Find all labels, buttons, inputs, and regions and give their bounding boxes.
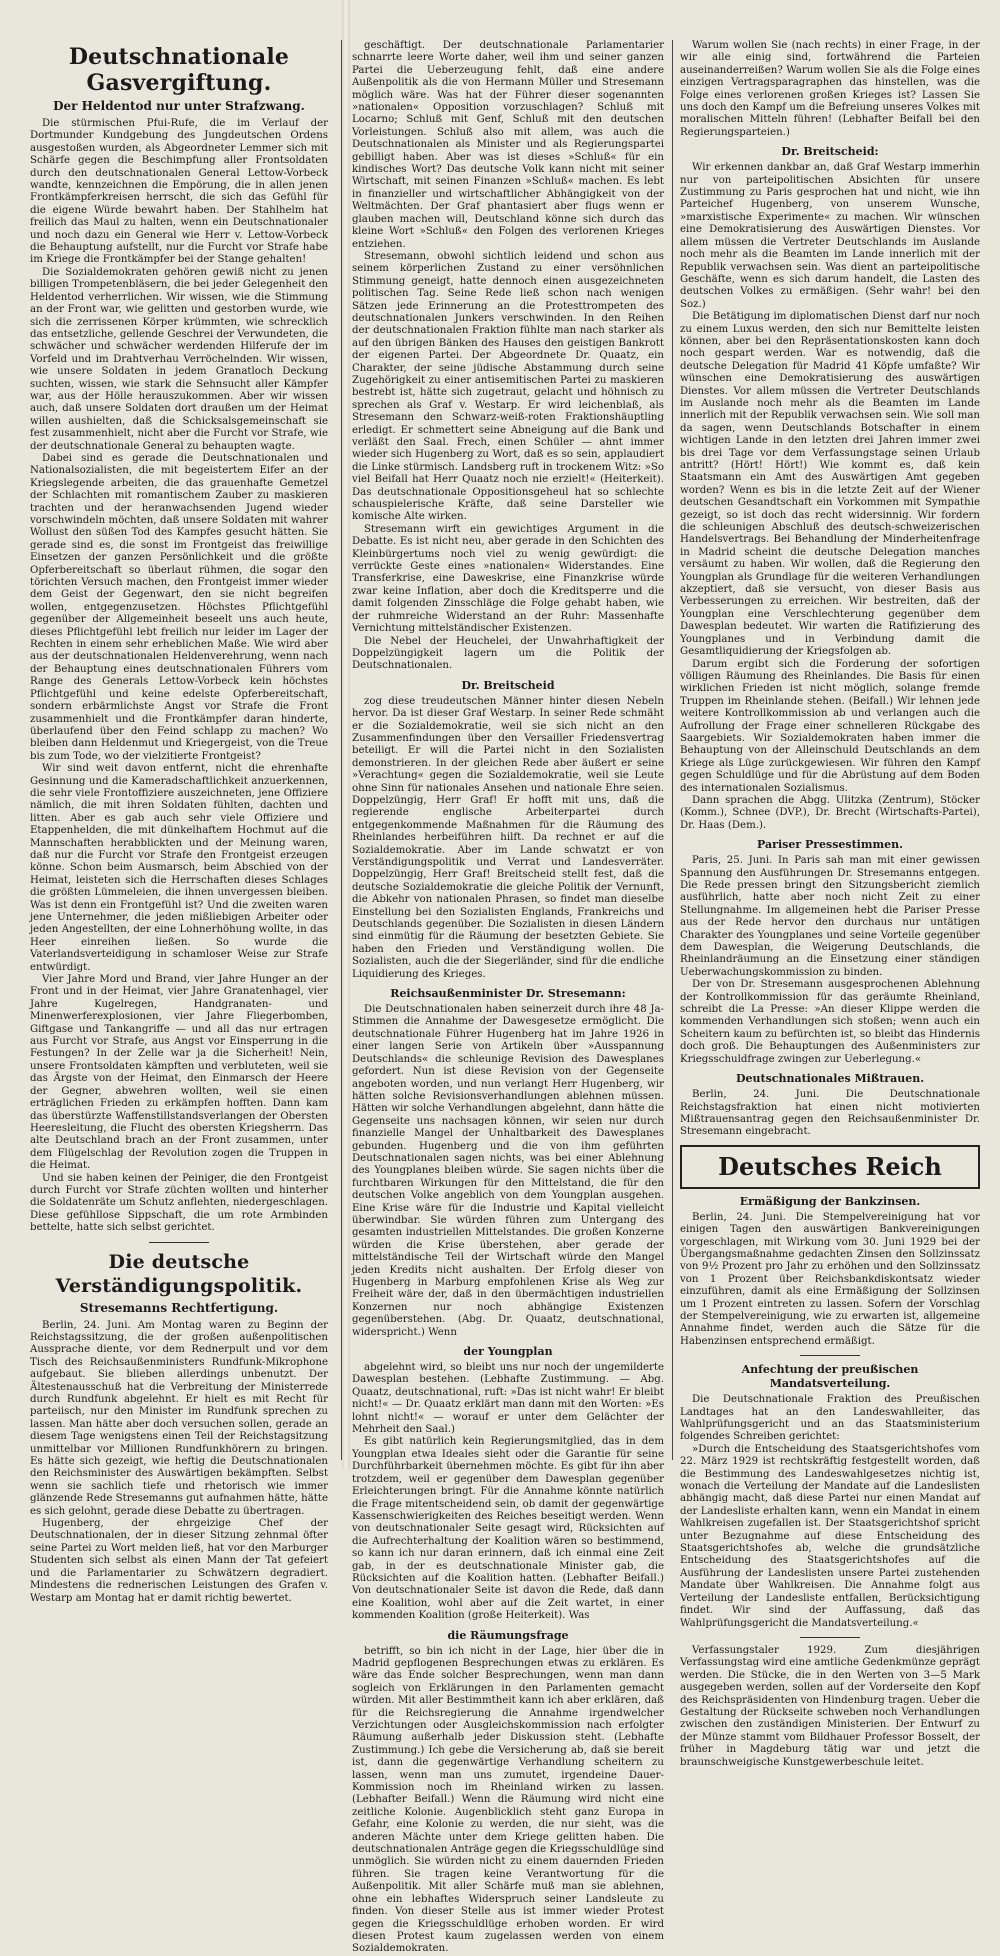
subheading-stresemann: Reichsaußenminister Dr. Stresemann: bbox=[390, 987, 626, 1001]
page-fold bbox=[342, 0, 350, 1469]
article-paragraph: betrifft, so bin ich nicht in der Lage, hier über die in Madrid gepflogenen Besprechungen etwas zu erklären. Es wäre das Ende solcher Besprechungen, wenn man dann sogleich von Erklärungen in den Parlamenten gemacht würden. Mit aller Bestimmtheit kann ich aber erklären, daß für die Reichsregierung die Annahme irgendwelcher Verzichtungen oder Ausgleichskommission nach erfolgter Räumung außerhalb jeder Diskussion steht. (Lebhafte Zustimmung.) Ich gebe die Versicherung ab, daß sie bereit ist, dann die gegenwärtige Verhandlung scheitern zu lassen, wenn man uns zumutet, irgendeine Dauer-Kommission noch im Rheinland wirken zu lassen. (Lebhafter Beifall.) Wenn die Räumung wird nicht eine zeitliche Kolonie. Augenblicklich steht ganz Europa in Gefahr, eine Kolonie zu werden, die nur sieht, was die anderen Mächte unter dem Kriege gelitten haben. Die deutschnationalen Anträge gegen die Kriegsschuldlüge sind unmöglich. Sie würden nicht zu einem dauernden Frieden führen. Sie tragen keine Verantwortung für die Außenpolitik. Mit aller Schärfe muß man sie ablehnen, ohne ein lebhaftes Widerspruch seiner Landsleute zu finden. Von dieser Stelle aus ist immer wieder Protest gegen die Kriegsschuldlüge erhoben worden. Er wird diesen Protest kaum zugelassen werden von einem Sozialdemokraten. bbox=[352, 1645, 664, 1955]
subheading-raeumungsfrage: die Räumungsfrage bbox=[447, 1628, 569, 1642]
subheading-bankzinsen: Ermäßigung der Bankzinsen. bbox=[739, 1194, 921, 1208]
article-paragraph: Die Betätigung im diplomatischen Dienst darf nur noch zu einem Luxus werden, den sich nur Bemittelte leisten können, aber bei den Repräsentationskosten kann doch noch gespart werden. War es notwendig, daß die deutsche Delegation für Madrid 41 Köpfe umfaßte? Wir wünschen eine Demokratisierung des auswärtigen Dienstes. Vor allem müssen die Vertreter Deutschlands im Auslande noch mehr als die Beamten im Lande innerlich mit der Republik verwachsen sein. Wie soll man da sagen, wenn Deutschlands Botschafter in einem wichtigen Lande in den letzten drei Jahren immer zwei bis drei Tage vor dem Verfassungstage seinen Urlaub antritt? (Hört! Hört!) Wie kommt es, daß kein Staatsmann ein Amt des Auswärtigen Amt gegeben worden? Wenn es bis in die letzte Zeit auf der Wiener deutschen Gesandtschaft ein Vorkommen mit Sympathie gezeigt, so ist doch das recht widersinnig. Wir fordern die schleunigen Abschluß des deutsch-schweizerischen Handelsvertrags. Bei Behandlung der Minderheitenfrage in Madrid scheint die deutsche Delegation manches versäumt zu haben. Wir wollen, daß die Regierung den Youngplan als Grundlage für die weiteren Verhandlungen akzeptiert, daß sie versucht, von dieser Basis aus Verbesserungen zu erreichen. Wir bestreiten, daß der Youngplan eine Verschlechterung gegenüber dem Dawesplan bedeutet. Wir warten die Ratifizierung des Youngplanes und in Verbindung damit die Gesamtliquidierung der Kriegsfolgen ab. bbox=[680, 311, 980, 658]
article-paragraph: Wir sind weit davon entfernt, nicht die ehrenhafte Gesinnung und die Kameradschaftlichkeit anzuerkennen, die sehr viele Frontoffiziere auszeichneten, jene Offiziere nämlich, die mit ihren Soldaten fühlten, dachten und litten. Aber es gab auch sehr viele Offiziere und Etappenhelden, die mit dünkelhaftem Hochmut auf die Mannschaften herabblickten und der Meinung waren, daß nur die Furcht vor Strafe den Frontgeist erzeugen könne. Schon beim Ausmarsch, beim Abschied von der Heimat, leisteten sich die Herrschaften dieses Schlages die größten Lümmeleien, die ihnen unvergessen bleiben. Was ist denn ein Frontgefühl ist? Und die zweiten waren jene Unternehmer, die jeden mißliebigen Arbeiter oder jeden Angestellten, der eine Lohnerhöhung wollte, in das Heer einreihen ließen. So wurde die Vaterlandsverteidigung in schamloser Weise zur Strafe entwürdigt. bbox=[30, 763, 328, 973]
article-paragraph: Stresemann, obwohl sichtlich leidend und schon aus seinem körperlichen Zustand zu einer versöhnlichen Stimmung geneigt, hatte dennoch einen ausgezeichneten politischen Tag. Seine Rede ließ schon nach wenigen Sätzen jede Erinnerung an die Protesttrompeten des deutschnationalen Junkers verschwinden. In den Reihen der deutschnationalen Fraktion fühlte man nach starker als auf den übrigen Bänken des Hauses den geistigen Bankrott der eigenen Partei. Der Abgeordnete Dr. Quaatz, ein Charakter, der seine jüdische Abstammung durch seine Zugehörigkeit zu einer antisemitischen Partei zu maskieren bestrebt ist, hätte sich zugetraut, gelacht und höhnisch zu sprechen als Graf v. Westarp. Er wird leichenblaß, als Stresemann den Schwarz-weiß-roten Fraktionshäuptling erledigt. Er schmettert seine Abneigung auf die Bank und verläßt den Saal. Frech, einen Schüler — ahnt immer wieder sich Hugenberg zu Wort, daß es so sein, applaudiert die Linke stürmisch. Landsberg ruft in trockenem Witz: »So viel Beifall hat Herr Quaatz noch nie erzielt!« (Heiterkeit). Das deutschnationale Oppositionsgeheul hat so schlechte schauspielerische Kräfte, daß seine Darsteller wie komische Alte wirken. bbox=[352, 250, 664, 523]
article-paragraph: Dann sprachen die Abgg. Ulitzka (Zentrum), Stöcker (Komm.), Schnee (DVP.), Dr. Brecht (Wirtschafts-Partei), Dr. Haas (Dem.). bbox=[680, 794, 980, 831]
article-paragraph: Berlin, 24. Juni. Die Deutschnationale Reichstagsfraktion hat einen nicht motivierten Mißtrauensantrag gegen den Reichsaußenminister Dr. Stresemann eingebracht. bbox=[680, 1089, 980, 1138]
article-paragraph: »Durch die Entscheidung des Staatsgerichtshofes vom 22. März 1929 ist rechtskräftig festgestellt worden, daß die Bestimmung des Landeswahlgesetzes nichtig ist, wonach die Verteilung der Mandate auf die Landeslisten abhängig macht, daß diese Partei nur einen Mandat auf der Landesliste erhalten kann, wenn ein Mandat in einem Wahlkreisen zugefallen ist. Der Staatsgerichtshof spricht unter Bezugnahme auf diese Entscheidung des Staatsgerichtshofes ab, welche die grundsätzliche Entscheidung des Staatsgerichtshofes auf die Ausführung der Landeslisten unsere Partei zustehenden Mandate über Wahlkreisen. Die Annahme folgt aus Verteilung der Landesliste entfallen, Berücksichtigung findet. Wir sind der Auffassung, daß das Wahlprüfungsgericht die Mandatsverteilung.« bbox=[680, 1443, 980, 1629]
subheading-mandatsverteilung: Anfechtung der preußischen Mandatsverteilung. bbox=[741, 1363, 919, 1391]
article-paragraph: Verfassungstaler 1929. Zum diesjährigen Verfassungstag wird eine amtliche Gedenkmünze geprägt werden. Die Stücke, die in den Werten von 3—5 Mark ausgegeben werden, sollen auf der Vorderseite den Kopf des Reichspräsidenten von Hindenburg tragen. Ueber die Gestaltung der Rückseite schweben noch Verhandlungen zwischen den zuständigen Ministerien. Der Entwurf zu der Münze stammt vom Bildhauer Professor Bosselt, der früher in Magdeburg tätig war und jetzt die braunschweigische Kunstgewerbeschule leitet. bbox=[680, 1644, 980, 1768]
article-paragraph: Die Deutschnationale Fraktion des Preußischen Landtages hat an den Landeswahlleiter, das Wahlprüfungsgericht und an das Staatsministerium folgendes Schreiben gerichtet: bbox=[680, 1394, 980, 1443]
separator bbox=[149, 1242, 209, 1243]
headline-verstaendigungspolitik: Die deutsche Verständigungspolitik. bbox=[55, 1250, 303, 1297]
subheading-misstrauen: Deutschnationales Mißtrauen. bbox=[735, 1072, 925, 1086]
separator bbox=[800, 1637, 860, 1638]
article-paragraph: Es gibt natürlich kein Regierungsmitglied, das in dem Youngplan etwa Ideales sieht oder die Garantie für seine Durchführbarkeit übernehmen möchte. Es gibt für ihn aber trotzdem, weil er gegenüber dem Dawesplan gegenüber Erleichterungen bringt. Für die Annahme könnte natürlich die Frage mitentscheidend sein, ob damit der gegenwärtige Kassenschwierigkeiten des Reiches beseitigt werden. Wenn von deutschnationaler Seite gesagt wird, Rücksichten auf die Aufrechterhaltung der Koalition wären so bestimmend, so kann ich nur daran erinnern, daß ich einmal eine Zeit gab, in der es deutschnationale Minister gab, die Rücksichten auf die Koalition hatten. (Lebhafter Beifall.) Von deutschnationaler Seite ist davon die Rede, daß dann eine Koalition, wohl aber auf die Zeit wartet, in einer kommenden Koalition (große Heiterkeit). Was bbox=[352, 1436, 664, 1622]
column-rule-left bbox=[341, 40, 342, 1460]
article-paragraph: geschäftigt. Der deutschnationale Parlamentarier schnarrte leere Worte daher, weil ihm und seiner ganzen Partei die Ueberzeugung fehlt, daß eine andere Außenpolitik als die von Hermann Müller und Stresemann möglich wäre. Was hat der Führer dieser sogenannten »nationalen« Opposition vorzuschlagen? Schluß mit Locarno; Schluß mit Genf, Schluß mit den deutschen Vorleistungen. Schluß also mit allem, was auch die Deutschnationalen als Minister und als Regierungspartei gebilligt haben. Aber was ist dieses »Schluß« für ein kindisches Wort? Das deutsche Volk kann nicht mit seiner Wirtschaft, mit seinen Finanzen »Schluß« machen. Es lebt in finanzieller und wirtschaftlicher Abhängigkeit von der Weltmächten. Der Graf phantasiert aber flugs wenn er glauben machen will, Deutschland könne sich durch das kleine Wort »Schluß« den Folgen des verlorenen Krieges entziehen. bbox=[352, 40, 664, 250]
article-paragraph: Berlin, 24. Juni. Am Montag waren zu Beginn der Reichstagssitzung, die der großen außenpolitischen Aussprache diente, vor dem Rednerpult und vor dem Tisch des Reichsaußenministers Rundfunk-Mikrophone aufgebaut. Sie blieben allerdings unbenutzt. Der Ältestenausschuß hat die Verbreitung der Ministerrede durch Rundfunk abgelehnt. Er hielt es mit Recht für parteiisch, nur den Minister im Rundfunk sprechen zu lassen. Man hätte aber doch versuchen sollen, gerade an diesem Tage wenigstens einen Teil der Reichstagsitzung unmittelbar vor Millionen Rundfunkhörern zu bringen. Es hätte sich gezeigt, wie heftig die Deutschnationalen den Reichsminister des Auswärtigen bekämpften. Selbst wenn sie sachlich tiefe und rhetorisch wie immer glänzende Rede Stresemanns gut aufnahmen hätte, hätte es sich gelohnt, gerade diese Debatte zu übertragen. bbox=[30, 1319, 328, 1517]
article-paragraph: Wir erkennen dankbar an, daß Graf Westarp immerhin nur von parteipolitischen Absichten für unsere Zustimmung zu Paris gesprochen hat und nicht, wie ihn Parteichef Hugenberg, von unserem Wunsche, »marxistische Experimente« zu machen. Wir wünschen eine Demokratisierung des Auswärtigen Dienstes. Vor allem müssen die Vertreter Deutschlands im Auslande noch mehr als die Beamten im Lande innerlich mit der Republik verwachsen sein. Was dient an parteipolitische Geschäfte, wenn es sich darum handelt, die Lasten des deutschen Volkes zu ermäßigen. (Sehr wahr! bei den Soz.) bbox=[680, 162, 980, 310]
article-paragraph: abgelehnt wird, so bleibt uns nur noch der ungemilderte Dawesplan bestehen. (Lebhafte Zustimmung. — Abg. Quaatz, deutschnational, ruft: »Das ist nicht wahr! Er bleibt nicht!« — Dr. Quaatz erklärt man dann mit den Worten: »Es lohnt nicht!« — worauf er unter dem Gelächter der Mehrheit den Saal.) bbox=[352, 1362, 664, 1436]
article-paragraph: Die stürmischen Pfui-Rufe, die im Verlauf der Dortmunder Kundgebung des Jungdeutschen Ordens ausgestoßen wurden, als Abgeordneter Lemmer sich mit Schärfe gegen die Beschimpfung aller Frontsoldaten durch den deutschnationalen General Lettow-Vorbeck wandte, kennzeichnen die Empörung, die in allen jenen Frontkämpferkreisen herrscht, die sich das Gefühl für die eigene Würde bewahrt haben. Der Stahlhelm hat freilich das Maul zu halten, wenn ein Deutschnationaler und noch dazu ein General wie Herr v. Lettow-Vorbeck die Behauptung aufstellt, nur die Furcht vor Strafe habe im Kriege die Frontkämpfer bei der Stange gehalten! bbox=[30, 118, 328, 266]
headline-gasvergiftung: Deutschnationale Gasvergiftung. bbox=[68, 44, 290, 96]
article-paragraph: Und sie haben keinen der Peiniger, die den Frontgeist durch Furcht vor Strafe züchten wollten und hinterher die Soldatenräte um Schutz anflehten, niedergeschlagen. Diese gefühllose Sippschaft, die um rote Armbinden bettelte, hatte sich selbst gerichtet. bbox=[30, 1172, 328, 1234]
column-rule-right bbox=[672, 40, 673, 1460]
article-paragraph: Hugenberg, der ehrgeizige Chef der Deutschnationalen, der in dieser Sitzung zehnmal öfter seine Partei zu Wort melden ließ, hat vor den Marburger Studenten sich selbst als einen Mann der Tat gefeiert und die Parlamentarier zu Schwätzern degradiert. Mindestens die rednerischen Leistungen des Grafen v. Westarp am Montag hat er damit richtig bewertet. bbox=[30, 1518, 328, 1604]
subheading-youngplan: der Youngplan bbox=[463, 1345, 553, 1359]
column-right bbox=[680, 40, 980, 1768]
article-paragraph: Die Deutschnationalen haben seinerzeit durch ihre 48 Ja-Stimmen die Annahme der Dawesgesetze ermöglicht. Die deutschnationale Führer Hugenberg hat im Jahre 1926 in einer langen Serie von Artikeln über »Ausspannung Deutschlands« die schleunige Revision des Dawesplanes gefordert. Nun ist diese Revision von der Gegenseite angeboten worden, und nun verlangt Herr Hugenberg, wir hätten solche Revisionsverhandlungen ablehnen müssen. Hätten wir solche Verhandlungen abgelehnt, dann hätte die Gegenseite uns nachsagen können, wir seien nur durch finanzielle Mangel der Unhaltbarkeit des Dawesplanes gebunden. Hugenberg und die von ihm geführten Deutschnationalen sagen nichts, was bei einer Ablehnung des Youngplanes bleiben würde. Sie sagen nichts über die furchtbaren Wirkungen für den Mittelstand, die für den deutschen Volke angeblich von dem Youngplan ausgehen. Eine Krise wäre für die Industrie und Kapital vielleicht überwindbar. Sie würden führen zum Untergang des gesamten industriellen Mittelstandes. Die großen Konzerne würden die Krise überstehen, aber gerade der mittelständische Teil der Wirtschaft würde den Mangel jeden Kredits nicht aushalten. Der Erfolg dieser von Hugenberg in Marburg empfohlenen Krise als Weg zur Freiheit wäre der, daß in den übermächtigen industriellen Konzernen nur noch abhängige Existenzen gegenüberstehen. (Abg. Dr. Quaatz, deutschnational, widerspricht.) Wenn bbox=[352, 1004, 664, 1338]
article-paragraph: Die Nebel der Heuchelei, der Unwahrhaftigkeit der Doppelzüngigkeit lagern um die Politik der Deutschnationalen. bbox=[352, 635, 664, 672]
column-left bbox=[30, 40, 328, 1604]
subheading-breitscheid: Dr. Breitscheid bbox=[461, 678, 555, 692]
article-paragraph: Darum ergibt sich die Forderung der sofortigen völligen Räumung des Rheinlandes. Die Basis für einen wirklichen Frieden ist nicht möglich, solange fremde Truppen im Rheinlande stehen. (Beifall.) Wir lehnen jede weitere Kontrollkommission ab und verlangen auch die Aufrollung der Frage einer schnelleren Rückgabe des Saargebiets. Wir Sozialdemokraten haben immer die Behauptung von der Alleinschuld Deutschlands an dem Kriege als Lüge zurückgewiesen. Wir führen den Kampf gegen Schuldlüge und für die Abrüstung auf dem Boden des internationalen Sozialismus. bbox=[680, 658, 980, 794]
subheading-pariser-presse: Pariser Pressestimmen. bbox=[757, 838, 903, 852]
article-paragraph: Vier Jahre Mord und Brand, vier Jahre Hunger an der Front und in der Heimat, vier Jahre Granatenhagel, vier Jahre Kugelregen, Handgranaten- und Minenwerferexplosionen, vier Jahre Fliegerbomben, Giftgase und Tankangriffe — und all das nur ertragen aus Furcht vor Strafe, aus Angst vor Einsperrung in die Festungen? In der Zelle war ja die Sicherheit! Nein, unsere Frontsoldaten kämpften und verbluteten, weil sie das Ärgste von der Heimat, den Einmarsch der Heere der Gegner, abwehren wollten, weil sie einen erträglichen Frieden zu erkämpfen hofften. Dann kam das überstürzte Waffenstillstandsverlangen der Obersten Heeresleitung, die Flucht des obersten Kriegsherrn. Das alte Deutschland brach an der Front zusammen, unter dem Flügelschlag der Revolution zogen die Truppen in die Heimat. bbox=[30, 974, 328, 1172]
article-paragraph: zog diese treudeutschen Männer hinter diesen Nebeln hervor. Da ist dieser Graf Westarp. In seiner Rede schmäht er die Sozialdemokratie, weil sie sich nicht an den Zusammenfindungen über den Versailler Friedensvertrag beteiligt. Er will die Partei nicht in den Sozialisten demonstrieren. In der gleichen Rede aber äußert er seine »Verachtung« gegen die Sozialdemokratie, weil sie Leute ohne Sinn für nationales Ansehen und nationale Ehre seien. Doppelzüngig, Herr Graf! Er hofft mit uns, daß die regierende englische Arbeiterpartei durch entgegenkommende Maßnahmen für die Räumung des Rheinlandes herbeiführen hilft. Da rechnet er auf die Sozialdemokratie. Aber im Lande schwatzt er von Verständigungspolitik und Verrat und Landesverräter. Doppelzüngig, Herr Graf! Breitscheid stellt fest, daß die deutsche Sozialdemokratie die gleiche Politik der Vernunft, die Abkehr von nationalen Phrasen, so findet man dieselbe Einstellung bei den Sozialisten Englands, Frankreichs und Deutschlands gegenüber. Die Sozialisten in diesen Ländern sind einmütig für die Räumung der besetzten Gebiete. Sie haben den Frieden und Verständigung wollen. Die Sozialisten, auch die der Siegerländer, sind für die endliche Liquidierung des Krieges. bbox=[352, 695, 664, 980]
article-paragraph: Dabei sind es gerade die Deutschnationalen und Nationalsozialisten, die mit begeistertem Eifer an der Kriegslegende arbeiten, die das grauenhafte Gemetzel der Schlachten mit romantischem Zauber zu maskieren trachten und der heranwachsenden Jugend wieder vorschwindeln möchten, daß unsere Soldaten mit wahrer Wollust den süßen Tod des Kampfes gesucht hätten. Sie gerade sind es, die sonst im Frontgeist das freiwillige Einsetzen der ganzen Persönlichkeit und die größte Opferbereitschaft so überlaut rühmen, die sogar den törichten Versuch machen, den Frontgeist immer wieder dem Geist der Gegenwart, den sie nicht begreifen wollen, entgegenzusetzen. Höchstes Pflichtgefühl gegenüber der Allgemeinheit beseelt uns auch heute, dieses Pflichtgefühl lebt freilich nur leider im Lager der Rechten in einem sehr erheblichen Maße. Wie wird aber aus der deutschnationalen Heldenverehrung, wenn nach der Behauptung eines deutschnationalen Führers vom Range des Generals Lettow-Vorbeck kein höchstes Pflichtgefühl und keine edelste Opferbereitschaft, sondern erbärmlichste Angst vor Strafe die Front zusammenhielt und die Frontkämpfer daran hinderte, überlaufend über den Feind schlapp zu machen? Wo bleiben dann Heldenmut und Kriegergeist, von die Treue bis zum Tode, wo der vielzitierte Frontgeist? bbox=[30, 452, 328, 762]
separator bbox=[800, 1355, 860, 1356]
subheadline-rechtfertigung: Stresemanns Rechtfertigung. bbox=[79, 1300, 279, 1315]
article-paragraph: Warum wollen Sie (nach rechts) in einer Frage, in der wir alle einig sind, fortwährend die Parteien auseinanderreißen? Warum wollen Sie als die Folge eines einzigen Vertragsparagraphen das hinstellen, was die Folge eines verlorenen großen Krieges ist? Lassen Sie uns doch den Kampf um die Befreiung unseres Volkes mit moralischen Mitteln führen! (Lebhafter Beifall bei den Regierungsparteien.) bbox=[680, 40, 980, 138]
article-paragraph: Die Sozialdemokraten gehören gewiß nicht zu jenen billigen Trompetenbläsern, die bei jeder Gelegenheit den Heldentod verherrlichen. Wir wissen, wie die Stimmung an der Front war, wie gelitten und gestorben wurde, wie sich die zerrissenen Körper krümmten, wie schrecklich das entsetzliche, gellende Geschrei der Verwundeten, die schwächer und schwächer werdenden Hilferufe der im Vorfeld und im Drahtverhau Verröchelnden. Wir wissen, wie unsere Soldaten in jedem Granatloch Deckung suchten, wissen, wie stark die Sehnsucht aller Kämpfer war, aus der Hölle herauszukommen. Aber wir wissen auch, daß unsere Soldaten dort draußen um der Heimat willen aushielten, daß die Schicksalsgemeinschaft sie fest zusammenhielt, nicht aber die Furcht vor Strafe, wie der deutschnationale General zu behaupten wagte. bbox=[30, 266, 328, 452]
subheadline-heldentod: Der Heldentod nur unter Strafzwang. bbox=[53, 99, 305, 113]
column-middle bbox=[352, 40, 664, 1955]
section-header-deutsches-reich: Deutsches Reich bbox=[680, 1145, 980, 1189]
article-paragraph: Berlin, 24. Juni. Die Stempelvereinigung hat vor einigen Tagen den auswärtigen Bankvereinigungen vorgeschlagen, mit Wirkung vom 30. Juni 1929 bei der Übergangsmaßnahme gedachten Zinsen den Sollzinssatz von 9½ Prozent pro Jahr zu erhöhen und den Sollzinssatz von 1 Prozent über Reichsbankdiskontsatz wieder einzuführen, damit als eine Ermäßigung der Sollzinsen um 1 Prozent eintreten zu lassen. Sofern der Vorschlag der Stempelvereinigung, wie zu erwarten ist, allgemeine Annahme findet, werden auch die Sätze für die Habenzinsen entsprechend ermäßigt. bbox=[680, 1211, 980, 1347]
subheading-breitscheid-2: Dr. Breitscheid: bbox=[781, 145, 879, 159]
article-paragraph: Paris, 25. Juni. In Paris sah man mit einer gewissen Spannung den Ausführungen Dr. Stresemanns entgegen. Die Rede pressen bringt den Sitzungsbericht ziemlich ausführlich, hatte aber noch nicht Zeit zu einer Stellungnahme. Im allgemeinen hebt die Pariser Presse aus der Rede hervor den durchaus nur untätigen Charakter des Youngplanes und seine Vorteile gegenüber dem Dawesplan, die Weigerung Deutschlands, die Rheinlandräumung an die Einsetzung einer ständigen Ueberwachungskommission zu binden. bbox=[680, 855, 980, 978]
article-paragraph: Stresemann wirft ein gewichtiges Argument in die Debatte. Es ist nicht neu, aber gerade in den Schichten des Kleinbürgertums noch viel zu wenig gewürdigt: die verrückte Geste eines »nationalen« Widerstandes. Eine Transferkrise, eine Daweskrise, eine Finanzkrise würde zwar keine Inflation, aber doch die Kreditsperre und die damit folgenden Zinsschläge die Folge gehabt haben, wie der ruhmreiche Widerstand an der Ruhr: Massenhafte Vernichtung mittelständischer Existenzen. bbox=[352, 523, 664, 635]
article-paragraph: Der von Dr. Stresemann ausgesprochenen Ablehnung der Kontrollkommission für das geräumte Rheinland, schreibt die La Presse: »An dieser Klippe werden die kommenden Verhandlungen sich stoßen; wenn auch ein Scheitern kaum zu befürchten ist, so bleibt das Hindernis doch groß. Die Behauptungen des Außenministers zur Kriegsschuldfrage zwingen zur Ueberlegung.« bbox=[680, 979, 980, 1065]
